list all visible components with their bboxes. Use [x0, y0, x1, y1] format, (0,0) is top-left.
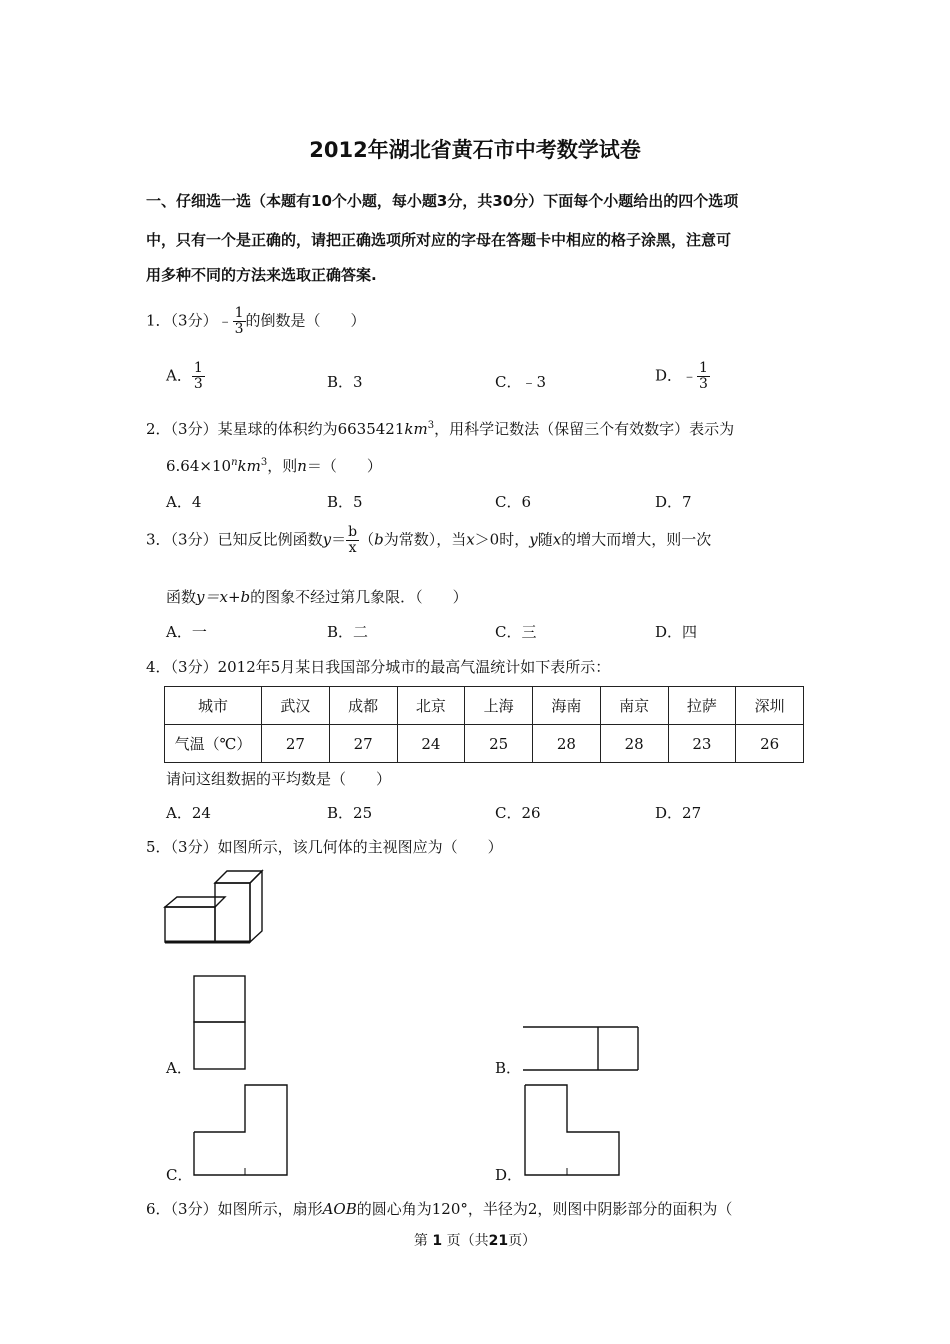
fraction-denominator: 3 [699, 376, 708, 392]
option-d-view [522, 1084, 622, 1178]
question-2-blank: ＝（ ） [306, 457, 382, 475]
question-3-text: （ [359, 530, 375, 549]
solid-figure-diagram [160, 865, 272, 947]
question-3-text: 的增大而增大，则一次 [561, 530, 712, 549]
q5-option-a[interactable]: A． [166, 1059, 192, 1077]
fraction-numerator: b [348, 524, 358, 540]
q1-option-b[interactable]: B．3 [327, 373, 363, 391]
footer-text: 页） [508, 1233, 537, 1249]
question-1-prefix: 1．（3分）﹣ [146, 311, 233, 330]
q1-option-c[interactable]: C．﹣3 [495, 373, 547, 391]
question-4-intro: 4．（3分）2012年5月某日我国部分城市的最高气温统计如下表所示： [146, 658, 611, 676]
table-cell: 23 [668, 725, 736, 763]
question-3-text: 为常数），当 [383, 530, 467, 549]
q4-option-a[interactable]: A．24 [166, 804, 211, 822]
fraction-numerator: 1 [699, 360, 708, 376]
variable-b: b [374, 530, 384, 549]
page-footer [0, 1230, 950, 1250]
table-cell: 24 [397, 725, 465, 763]
exponent: 3 [260, 457, 268, 468]
variable-y: y [529, 530, 538, 549]
q5-option-c[interactable]: C． [166, 1166, 193, 1184]
question-6-text [146, 1198, 732, 1219]
fraction-denominator: 3 [234, 321, 244, 337]
question-2-text: ，则 [267, 457, 298, 475]
table-cell: 成都 [329, 687, 397, 725]
total-pages: 21 [488, 1233, 509, 1249]
question-3-fraction [346, 525, 359, 556]
page-title: 2012年湖北省黄石市中考数学试卷 [309, 138, 641, 162]
question-3-line1 [146, 525, 711, 556]
q3-option-a[interactable]: A．一 [166, 623, 207, 641]
option-d-fraction [697, 361, 710, 392]
sector-name: AOB [322, 1200, 357, 1218]
question-2-line2 [166, 455, 382, 476]
sci-notation: 6.64×10 [166, 457, 232, 475]
option-label: A． [166, 366, 192, 385]
unit-km: km [404, 420, 428, 438]
question-1-suffix: 的倒数是（ ） [245, 311, 366, 330]
question-1-fraction [233, 306, 246, 337]
option-a-fraction [192, 361, 205, 392]
q4-option-d[interactable]: D．27 [655, 804, 702, 822]
section-instructions-line3: 用多种不同的方法来选取正确答案. [146, 266, 377, 284]
linear-function: y＝x+b [196, 588, 251, 606]
q2-option-b[interactable]: B．5 [327, 493, 363, 511]
question-3-text: 函数 [166, 588, 197, 606]
table-cell: 海南 [533, 687, 601, 725]
q5-option-d[interactable]: D． [495, 1166, 523, 1184]
question-6-text-a: 6．（3分）如图所示，扇形 [146, 1200, 323, 1218]
q2-option-d[interactable]: D．7 [655, 493, 692, 511]
question-4-question: 请问这组数据的平均数是（ ） [166, 770, 392, 788]
fraction-numerator: 1 [193, 360, 203, 376]
table-cell: 气温（℃） [165, 725, 262, 763]
option-a-view [193, 975, 247, 1071]
equals-sign: ＝ [331, 530, 347, 549]
table-cell: 27 [262, 725, 330, 763]
question-3-text: 3．（3分）已知反比例函数 [146, 530, 323, 549]
q3-option-b[interactable]: B．二 [327, 623, 369, 641]
q4-option-c[interactable]: C．26 [495, 804, 541, 822]
table-cell: 北京 [397, 687, 465, 725]
table-cell: 28 [533, 725, 601, 763]
footer-text: 页（共 [446, 1233, 489, 1249]
question-3-text: ＞0时， [474, 530, 530, 549]
variable-n: n [297, 457, 307, 475]
question-2-text: 2．（3分）某星球的体积约为6635421 [146, 420, 405, 438]
q3-option-d[interactable]: D．四 [655, 623, 698, 641]
variable-x: x [552, 530, 562, 549]
section-instructions-line1: 一、仔细选一选（本题有10个小题，每小题3分，共30分）下面每个小题给出的四个选项 [146, 192, 739, 210]
table-header-row [165, 687, 804, 725]
q2-option-a[interactable]: A．4 [166, 493, 202, 511]
question-3-text: 的图象不经过第几象限．（ ） [250, 588, 468, 606]
question-3-line2 [166, 586, 468, 607]
table-row [165, 725, 804, 763]
fraction-denominator: x [348, 540, 357, 556]
section-instructions-line2: 中，只有一个是正确的，请把正确选项所对应的字母在答题卡中相应的格子涂黑，注意可 [146, 231, 732, 249]
option-label: D．﹣ [655, 366, 698, 385]
unit-km: km [237, 457, 261, 475]
table-cell: 27 [329, 725, 397, 763]
exponent: 3 [427, 420, 435, 431]
table-cell: 南京 [600, 687, 668, 725]
variable-x: x [466, 530, 475, 549]
table-cell: 城市 [165, 687, 262, 725]
table-cell: 拉萨 [668, 687, 736, 725]
q2-option-c[interactable]: C．6 [495, 493, 532, 511]
table-cell: 26 [736, 725, 804, 763]
table-cell: 深圳 [736, 687, 804, 725]
exponent-n: n [231, 457, 238, 468]
q5-option-b[interactable]: B． [495, 1059, 522, 1077]
question-2-line1 [146, 418, 734, 439]
temperature-table [164, 686, 804, 763]
table-cell: 武汉 [262, 687, 330, 725]
q4-option-b[interactable]: B．25 [327, 804, 373, 822]
question-5-text: 5．（3分）如图所示，该几何体的主视图应为（ ） [146, 838, 503, 856]
q3-option-c[interactable]: C．三 [495, 623, 537, 641]
question-2-text-cont: ，用科学记数法（保留三个有效数字）表示为 [434, 420, 735, 438]
table-cell: 25 [465, 725, 533, 763]
variable-y: y [322, 530, 332, 549]
fraction-numerator: 1 [234, 305, 244, 321]
question-6-text-b: 的圆心角为120°，半径为2，则图中阴影部分的面积为（ [356, 1200, 733, 1218]
table-cell: 28 [600, 725, 668, 763]
table-cell: 上海 [465, 687, 533, 725]
option-b-view [522, 1026, 640, 1072]
q1-option-d[interactable] [655, 361, 710, 392]
option-c-view [193, 1084, 290, 1178]
footer-text: 第 [413, 1233, 428, 1249]
fraction-denominator: 3 [193, 376, 203, 392]
current-page-number: 1 [432, 1233, 443, 1249]
question-1 [146, 306, 366, 337]
q1-option-a[interactable] [166, 361, 205, 392]
question-3-text: 随 [537, 530, 553, 549]
